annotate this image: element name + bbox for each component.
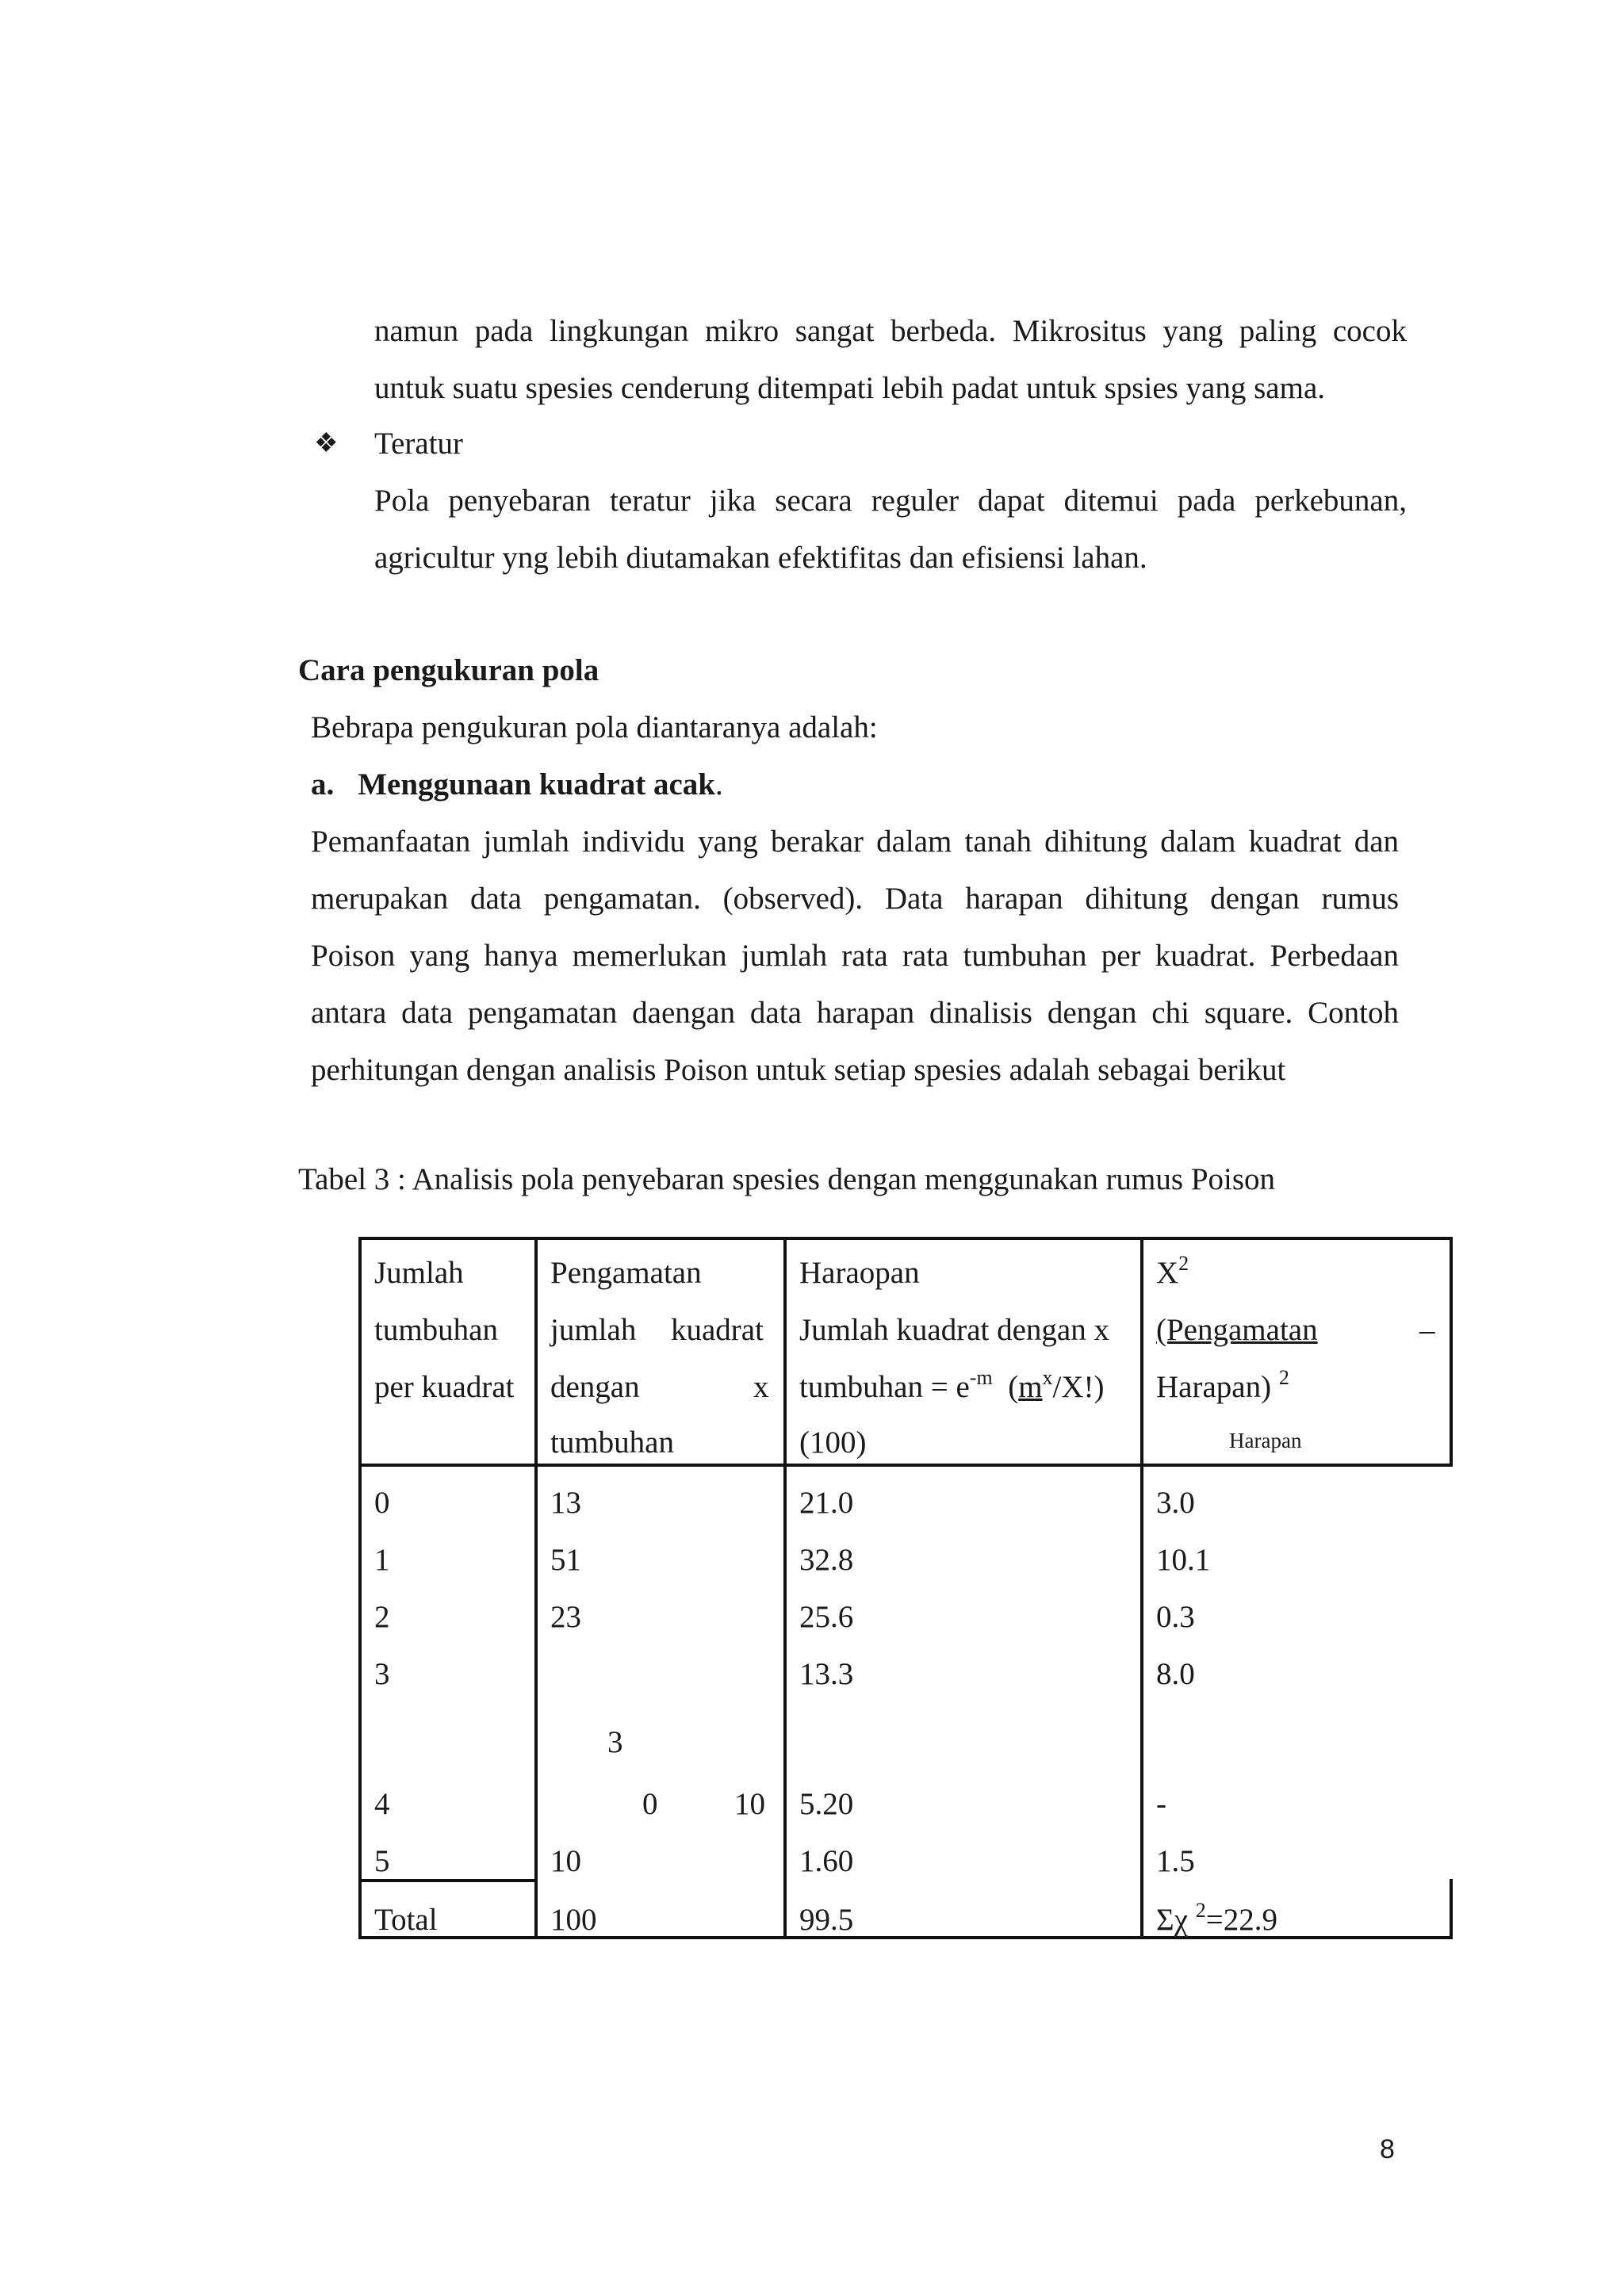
body-line-4: antara data pengamatan daengan data harapan dinalisis dengan chi square. Contoh bbox=[311, 996, 1399, 1030]
row4-chi: - bbox=[1156, 1787, 1166, 1821]
body-line-3: Poison yang hanya memerlukan jumlah rata rata tumbuhan per kuadrat. Perbedaan bbox=[311, 939, 1399, 973]
row1-obs: 51 bbox=[550, 1543, 581, 1577]
table-border-top bbox=[358, 1237, 1453, 1240]
body-line-2: merupakan data pengamatan. (observed). Data harapan dihitung dengan rumus bbox=[311, 882, 1399, 916]
total-chi-value: =22.9 bbox=[1205, 1903, 1278, 1937]
table-caption: Tabel 3 : Analisis pola penyebaran spesies dengan menggunakan rumus Poison bbox=[298, 1162, 1276, 1196]
header-col4-line2a: (Pengamatan bbox=[1156, 1313, 1318, 1347]
total-obs: 100 bbox=[550, 1903, 597, 1937]
row0-exp: 21.0 bbox=[799, 1486, 854, 1520]
header-col4-line1 bbox=[1156, 1254, 1189, 1292]
header-col1-line2: tumbuhan bbox=[374, 1313, 498, 1347]
list-item-period: . bbox=[715, 767, 723, 802]
stray-value-0: 0 bbox=[642, 1787, 658, 1821]
body-line-5: perhitungan dengan analisis Poison untuk setiap spesies adalah sebagai berikut bbox=[311, 1053, 1286, 1087]
header-col2-line2b: kuadrat bbox=[671, 1313, 764, 1347]
table-col-sep-3 bbox=[1140, 1237, 1143, 1939]
row3-exp: 13.3 bbox=[799, 1657, 854, 1691]
row0-x: 0 bbox=[374, 1486, 390, 1520]
stray-value-10: 10 bbox=[734, 1787, 765, 1821]
chi-exponent: 2 bbox=[1178, 1252, 1189, 1275]
data-table bbox=[358, 1237, 1453, 1939]
list-item-title: Menggunaan kuadrat acak bbox=[358, 767, 715, 802]
paragraph-line-1: namun pada lingkungan mikro sangat berbeda. Mikrositus yang paling cocok bbox=[374, 314, 1407, 348]
section-intro: Bebrapa pengukuran pola diantaranya adalah: bbox=[311, 710, 878, 744]
bullet-title: Teratur bbox=[374, 427, 464, 461]
table-border-right-top bbox=[1450, 1237, 1453, 1467]
row5-exp: 1.60 bbox=[799, 1844, 854, 1878]
header-col3-factorial: /X!) bbox=[1052, 1370, 1105, 1404]
list-item-letter: a. bbox=[311, 767, 335, 802]
table-header-border bbox=[358, 1464, 1453, 1467]
row1-x: 1 bbox=[374, 1543, 390, 1577]
open-paren: ( bbox=[1008, 1370, 1019, 1404]
table-border-left bbox=[358, 1237, 362, 1939]
diamond-bullet-icon: ❖ bbox=[314, 429, 339, 458]
header-col2-line4: tumbuhan bbox=[550, 1425, 674, 1460]
row2-exp: 25.6 bbox=[799, 1600, 854, 1634]
header-col4-exponent: 2 bbox=[1278, 1366, 1289, 1389]
header-col3-line4: (100) bbox=[799, 1425, 867, 1460]
bullet-line-1: Pola penyebaran teratur jika secara reguler dapat ditemui pada perkebunan, bbox=[374, 484, 1407, 518]
header-col3-line3 bbox=[799, 1368, 1105, 1406]
bullet-line-2: agricultur yng lebih diutamakan efektifitas dan efisiensi lahan. bbox=[374, 541, 1147, 575]
section-heading: Cara pengukuran pola bbox=[298, 653, 599, 687]
total-chi bbox=[1156, 1901, 1277, 1939]
row4-x: 4 bbox=[374, 1787, 390, 1821]
row5-obs: 10 bbox=[550, 1844, 581, 1878]
row3-x: 3 bbox=[374, 1657, 390, 1691]
header-col1-line3: per kuadrat bbox=[374, 1370, 515, 1404]
row2-obs: 23 bbox=[550, 1600, 581, 1634]
paragraph-line-2: untuk suatu spesies cenderung ditempati lebih padat untuk spsies yang sama. bbox=[374, 371, 1326, 405]
row0-obs: 13 bbox=[550, 1486, 581, 1520]
header-col4-line2b: – bbox=[1419, 1313, 1435, 1347]
mean-m: m bbox=[1018, 1370, 1043, 1404]
chi-x: X bbox=[1156, 1256, 1179, 1290]
row4-exp: 5.20 bbox=[799, 1787, 854, 1821]
list-item-a bbox=[311, 766, 723, 804]
total-exp: 99.5 bbox=[799, 1903, 854, 1937]
header-col4-line3 bbox=[1156, 1368, 1289, 1406]
page-number: 8 bbox=[1380, 2134, 1395, 2164]
sigma-chi: Σχ bbox=[1156, 1903, 1189, 1937]
header-col2-line2a: jumlah bbox=[550, 1313, 637, 1347]
row0-chi: 3.0 bbox=[1156, 1486, 1195, 1520]
header-col3-text: tumbuhan = e bbox=[799, 1370, 970, 1404]
total-label: Total bbox=[374, 1903, 438, 1937]
header-col2-line1: Pengamatan bbox=[550, 1256, 702, 1290]
header-col2-line3b: x bbox=[753, 1370, 769, 1404]
table-border-bottom bbox=[358, 1936, 1453, 1939]
total-chi-exponent: 2 bbox=[1195, 1899, 1206, 1922]
row5-x: 5 bbox=[374, 1844, 390, 1878]
table-col-sep-1 bbox=[534, 1237, 538, 1939]
header-col3-line1: Haraopan bbox=[799, 1256, 920, 1290]
table-col-sep-2 bbox=[783, 1237, 787, 1939]
exponent-x: x bbox=[1042, 1366, 1053, 1389]
row3-chi: 8.0 bbox=[1156, 1657, 1195, 1691]
row1-exp: 32.8 bbox=[799, 1543, 854, 1577]
header-col1-line1: Jumlah bbox=[374, 1256, 464, 1290]
body-line-1: Pemanfaatan jumlah individu yang berakar dalam tanah dihitung dalam kuadrat dan bbox=[311, 825, 1399, 859]
exponent-neg-m: -m bbox=[969, 1366, 993, 1389]
row2-x: 2 bbox=[374, 1600, 390, 1634]
table-border-right-bottom bbox=[1450, 1879, 1453, 1939]
stray-value-3: 3 bbox=[607, 1725, 623, 1759]
row1-chi: 10.1 bbox=[1156, 1543, 1211, 1577]
header-col3-line2: Jumlah kuadrat dengan x bbox=[799, 1313, 1109, 1347]
header-col4-harapan: Harapan) bbox=[1156, 1370, 1272, 1404]
row5-chi: 1.5 bbox=[1156, 1844, 1195, 1878]
header-col4-line4: Harapan bbox=[1229, 1429, 1302, 1452]
header-col2-line3a: dengan bbox=[550, 1370, 640, 1404]
row2-chi: 0.3 bbox=[1156, 1600, 1195, 1634]
